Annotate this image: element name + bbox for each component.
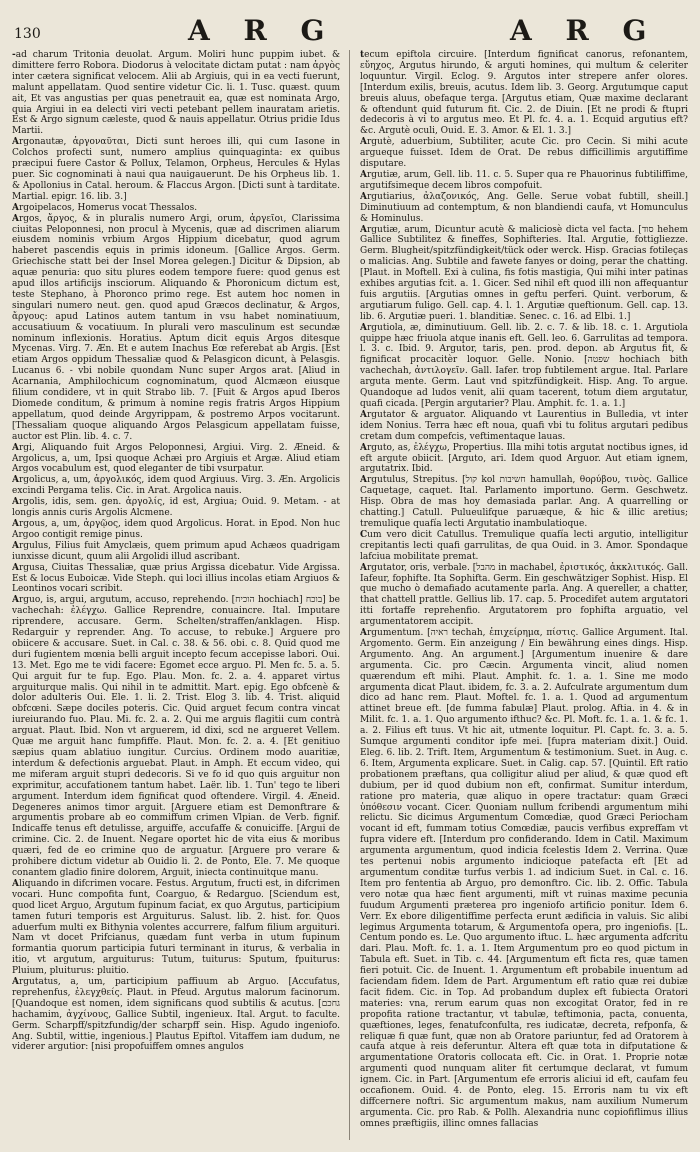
running-head-left: A R G [188,14,337,47]
dictionary-entry: Argutiola, æ, diminutiuum. Gell. lib. 2. c. 7. & lib. 18. c. 1. Argutiola quippe hæc friuola atque inanis eft. Gell. leo. 6. Garrulitas ad tempora. l. 3. c. Ibid. 9. Argutor, taris, pen. prod. depon. ab Argutus fit, & fignificat procacitèr loquor. Gelle. Nonio. [שפטה hochiach bith vachechah, ἀντιλογεῖν. Gall. Iafer. trop fubtilement argue. Ital. Parlare arguta mente. Germ. Laut vnd spitzfündigkeit. Hisp. Ang. To argue. Quandoque ad ludos venit, alii quam tacerent, totum diem argutatur, quafi cicada. [Pergin argutarier? Plau. Amphit. fc. 1. a. 1.] [360,322,688,409]
dictionary-entry: -ad charum Tritonia deuolat. Argum. Moliri hunc puppim iubet. & dimittere ferro Robora. Diodorus à velocitate dictam putat : nam ἀργὸς inter cætera significat velocem. Alii ab Argiuis, qui in ea vecti fuerunt, malunt appellatam. Quod sentire videtur Cic. li. 1. Tusc. quæst. quum ait, Et vas angustias per quas penetrauit ea, quæ est nominata Argo, quia Argiui in ea delecti viri vecti petebant pellem inauratam arietis. Est & Argo signum cæleste, quod & nauis appellatur. Otrius pridie Idus Martii. [12,50,340,137]
dictionary-entry: Argolis, idis, sem. gen. ἀργολίς, id est, Argiua; Ouid. 9. Metam. - at longis annis curis Argolis Alcmene. [12,497,340,519]
dictionary-entry: Cum vero dicit Catullus. Tremulique quafía lecti argutio, intelligitur crepitantis lecti quafi garrulitas, de qua Ouid. in 3. Amor. Spondaque lafciua mobilitate premat. [360,529,688,562]
dictionary-entry: Argutator, oris, verbale. [מהבל in machabel, ἐριστικός, ἀκκλιτικός. Gall. Iafeur, fophifte. Ita Sophifta. Germ. Ein geschwätziger Sophist. Hisp. El que mucho ò demafiado acutamente parla. Ang. A quereller, a chatter, that chattell prattle. Gellius lib. 17. cap. 5. Procedifet autem argutatori itti fortaffe reprehenfio. Argutatorem pro fophifta arguatio, vel argumentatorem accipit. [360,562,688,628]
dictionary-entry: Argutator & arguator. Aliquando vt Laurentius in Bulledia, vt inter idem Nonius. Terra hæc eft noua, quafi vbi tu folitus argutari pedibus cretam dum compefcis, veftimentaque lauas. [360,409,688,442]
dictionary-entry: Argi, Aliquando fuit Argos Peloponnesi, Argiui. Virg. 2. Æneid. & Argolicus, a, um, Ipsi quoque Achæi pro Argiuis et Argæ. Aliud etiam Argos vocabulum est, quod eleganter de tibi vsurpatur. [12,442,340,475]
dictionary-entry: Aliquando in difcrimen vocare. Festus. Argutum, fructi est, in difcrimen vocari. Hunc compofita funt, Coarguo, & Redarguo. [Sciendum est, quod licet Arguo, Argutum fupinum faciat, ex quo Argutus, participium tamen futuri temporis est Arguiturus. Salust. lib. 2. hist. for. Quos aduerfum multi ex Bithynia volentes accurrere, falfum filium arguituri. Nam vt docet Prifcianus, quædam funt verba in utum fupinum formantia quorum participia futuri terminant in iturus, & verbalia in itio, vt argutum, arguiturus: Tutum, tuiturus: Sputum, fpuiturus: Pluium, pluiturus: pluitio. [12,878,340,977]
column-divider [349,50,350,1140]
dictionary-entry: Argutè, aduerbium, Subtiliter, acute Cic. pro Cecin. Si mihi acute argueque fuisset. Idem de Orat. De rebus difficillimis argutiffime disputare. [360,137,688,170]
dictionary-entry: Argutiæ, arum, Dicuntur acutè & maliciosè dicta vel facta. [סוד hehem Gallice Subtilitez & fineffes, Sophifteries. Ital. Argutie, fottigliezze. Germ. Blugheit/spitzfündigkeit/tück oder werck. Hisp. Gracias fotileças o malicias. Ang. Subtile and fawete fanyes or doing, perar the chatting. [Plaut. in Moftell. Exi à culina, fis fotis mastigia, Qui mihi inter patinas exhibes argutias fcit. a. 1. Gicer. Sed nihil eft quod illi non affequantur fuis argutiis. [Argutias omnes in geftu perferi. Quint. verborum, & argutiarum fuligo. Gell. cap. 4. l. 1. Argutiæ queftionum. Gell. cap. 13. lib. 6. Argutiæ pueri. 1. blanditiæ. Senec. c. 16. ad Elbi. 1.] [360,224,688,322]
page-header [0,12,700,48]
dictionary-entry: Argulus, Filius fuit Amyclæis, quem primum apud Achæos quadrigam iunxisse dicunt, quum alii Argolidi illud ascribant. [12,540,340,562]
running-head-right: A R G [510,14,659,47]
dictionary-entry: Argutulus, Strepitus. [קול kol חשיבות hamullah, θορύβου, τινὸς. Gallice Caquetage, caquet. Ital. Parlamento importuno. Germ. Geschwetz. Hisp. Obra de mas hoy demasiada parlar. Ang. A quarrelling or chatting.] Catull. Pulueulifque paruæque, & hic & illic aretius; tremulique quafía lecti Argutatio inambulatioque. [360,475,688,529]
dictionary-entry: Argolicus, a, um, ἀργολικός, idem quod Argiuus. Virg. 3. Æn. Argolicis excindi Pergama telis. Cic. in Arat. Argolica nauis. [12,475,340,497]
right-column [360,50,688,1140]
dictionary-entry: Argonautæ, ἀργοναῦται, Dicti sunt heroes illi, qui cum Iasone in Colchos profecti sunt, numero amplius quinquaginta: ex quibus præcipui fuere Castor & Pollux, Telamon, Orpheus, Hercules & Hylas puer. Sic cognominati à naui qua nauigauerunt. De his Orpheus lib. 1. & Apollonius in Catal. heroum. & Flaccus Argon. [Dicti sunt à tarditate. Martial. epigr. 16. lib. 3.] [12,137,340,202]
dictionary-entry: Arguo, is, argui, argutum, accuso, reprehendo. [הוכיח hochiach] בוכח] be vachechah: ἐλέγχω. Gallice Reprendre, conuaincre. Ital. Imputare riprendere, accusare. Germ. Schelten/straffen/anklagen. Hisp. Redarguir y reprender. Ang. To accuse, to rebuke.] Arguere pro obiicere & accusare. Suet. in Cal. c. 38. & 56. obi. c. 8. Quid quod me duri fugientem mœnia belli arguit incepto fecum accepisse labori. Oui. 13. Met. Ego me te vidi facere: Egomet ecce arguo. Pl. Men fc. 5. a. 5. Qui arguit fur te fup. Ego. Plau. Mon. fc. 2. a. 4. apparet virtus arguiturque malis. Qui nihil in te admittit. Mart. epig. Ego obfcenè & dolor adulteris Oui. Ele. 1. li. 2. Trist. Elog 3. lib. 4. Trist. aliquid obfcœni. Sæpe dociles poteris. Cic. Quid arguet fecum contra vincat iureiurando fuo. Plau. Mi. fc. 2. a. 2. Qui me arguis flagitii cum contrà arguat. Plaut. Ibid. Non vt arguerem, id dixi, scd ne argueret Vellem. Quæ me arguit hanc fumpfiffe. Plaut. Mon. fc. 2. a. 4. [Et genitiuo sæpius quam ablatiuo iungitur. Curcius. Ordinem modo auaritiæ, interdum & defectionis arguebat. Plaut. in Amph. Et eccum video, qui me miferam arguit stupri dedecoris. Si ve fo id quo quis arguitur non exprimitur, accufationem tantum habet. Laër. lib. 1. Tun' tego te liberi argument. Interdum idem fignificat quod oftendere. Virgil. 4. Æneid. Degeneres animos timor arguit. [Arguere etiam est Demonftrare & argumentis probare ab eo commiffum crimen Vlpian. de Verb. fignif. Indicaffe tenus eft detulisse, arguiffe, accufaffe & conuiciffe. [Argui de crimine. Cic. 2. de Inuent. Negare oportet hic de vita eius & moribus quæri, fed de eo crimine quo de arguatur. [Arguere pro verare & prohibere dictum videtur ab Ouidio li. 2. de Ponto, Ele. 7. Me quoque conantem gladio finire dolorem, Arguit, iniecta continuitque manu. [12,595,340,878]
dictionary-entry: tecum epiftola circuire. [Interdum fignificat canorus, refonantem, εὔηχος, Argutus hirundo, & arguti homines, qui multum & celeriter loquuntur. Virgil. Eclog. 9. Argutos inter strepere anfer olores. [Interdum exilis, breuis, acutus. Idem lib. 3. Georg. Argutumque caput breuis aluus, obefaque terga. [Argutus etiam, Quæ maxime declarant & oftendunt quid futurum fit. Cic. 2. de Diuin. [Et ne prodi & ftupri dedecoris à vi to argutus meo. Et Pl. fc. 4. a. 1. Ecquid argutius eft? &c. Argutè oculi, Ouid. E. 3. Amor. & El. 1. 3.] [360,50,688,137]
dictionary-entry: Argous, a, um, ἀργῷος, idem quod Argolicus. Horat. in Epod. Non huc Argoo contigit remige pinus. [12,518,340,540]
dictionary-entry: Argutiarius, ἀλαζονικός, Ang. Gelle. Serue vobat fubtill, sheill.] Diminutiuum ad contemptum, & non blandiendi caufa, vt Homunculus & Hominulus. [360,191,688,224]
dictionary-entry: Argutiæ, arum, Gell. lib. 11. c. 5. Super qua re Phauorinus fubtiliffime, argutifsimeque decem libros compofuit. [360,169,688,191]
dictionary-entry: Argusa, Ciuitas Thessaliæ, quæ prius Argissa dicebatur. Vide Argissa. Est & locus Euboicæ. Vide Steph. qui loci illius incolas etiam Argiuos & Leontinos vocari scribit. [12,562,340,595]
dictionary-entry: Argumentum. [ראיה techah, ἐπιχείρημα, πίστις. Gallice Argument. Ital. Argomento. Germ. Ein anzeigung / Ein bewährung eines dings. Hisp. Argumento. Ang. An argument.] [Argumentum inuenire & dare argumenta. Cic. pro Cæcin. Argumenta vincit, aliud nomen quærendum eft mihi. Plaut. Amphit. fc. 1. a. 1. Sine me modo argumenta dicat Plaut. ibidem, fc. 3. a. 2. Aufculrate argumentum dum dico ad hanc rem. Plaut. Moftel. fc. 1. a. 1. Quod ad argumentum attinet breue eft. [de fumma fabulæ] Plaut. prolog. Aftia. in 4. & in Milit. fc. 1. a. 1. Quo argumento ifthuc? &c. Pl. Moft. fc. 1. a. 1. & fc. 1. a. 2. Filius eft tuus. Vt hic ait, utmente loquitur. Pl. Capt. fc. 3. a. 5. Sumque argumenti conditor ipfe mei. [fupra materiam dixit.] Ouid. Eleg. 6. lib. 2. Trift. Item, Argumentum & testimonium. Suet. in Aug. c. 6. Item, Argumenta explicare. Suet. in Calig. cap. 57. [Quintil. Eft ratio probationem præftans, qua colligitur aliud per aliud, & quæ quod eft dubium, per id quod dubium non eft, confirmat. Sumitur interdum, ratione pro materia, quæ aliquo in opere tractatur: quam Græci ὑπόθεσιν vocant. Cicer. Quoniam nullum fcribendi argumentum mihi relictu. Sic dicimus Argumentum Comœdiæ, quod Græci Periocham vocant id eft, fummam totius Comœdiæ, paucis verfibus expreffam vt fupra videre eft. [Interdum pro confiderando. Idem in Catil. Maximum argumenta argumentum, quod indicia fcelestis Idem 2. Verrina. Quæ tes pertenui nobis argumento indicioque patefacta eft [Et ad argumentum conditæ turfus verbis 1. ad indicium Suet. in Cal. c. 16. Item pro fententia ab Arguo, pro demonftro. Cic. lib. 2. Offic. Tabula vero notæ qua hæc fient argumenti, mift vt ruinas maxime pecunia fuudum Argumenti præterea pro ingeniofo artificio ponitur. Idem 6. Verr. Ex ebore diligentiffime perfecta erunt ædificia in valuis. Sic alibi legimus Argumenta totarum, & Argumentofa opera, pro ingeniofis. [L. Centum pondo es. Le. Quo argumento iftuc. L. hæc argumenta adfcritu dari. Plau. Moft. fc. 1. a. 1. Item Argumentum pro eo quod pictum in Tabula eft. Suet. in Tib. c. 44. [Argumentum eft ficta res, quæ tamen fieri potuit. Cic. de Inuent. 1. Argumentum eft probabile inuentum ad faciendam fidem. Idem de Part. Argumentum eft ratio quæ rei dubiæ facit fidem. Cic. in Top. Ad probandum duplex eft fubiecta Oratori materies: vna, rerum earum quas non excogitat Orator, fed in re propofita ratione tractantur, vt tabulæ, teftimonia, pacta, conuenta, quæftiones, leges, fenatufconfulta, res iudicatæ, decreta, refponfa, & reliquæ fi quæ funt, quæ non ab Oratore pariuntur, fed ad Oratorem à caufa atque à reis deferuntur. Altera eft quæ tota in difputatione & argumentatione Oratoris collocata eft. Cic. in Orat. 1. Proprie notæ argumenti quod nunquam aliter fit certumque declarat, vt fumum ignem. Cic. in Part. [Argumentum efe erroris aliciui id eft, caufam feu occafionem. Ouid. 4. de Ponto, eleg. 15. Erroris nam tu vix eft diffcernere noftri. Sic argumentum makus, nam auxilium Numerum argumenta. Cic. pro Rab. & Pollh. Alexandria nunc copiofiflimus illius omnes præftigiis, illinc omnes fallacias [360,628,688,1129]
dictionary-entry: Argoipelacos, Homerus vocat Thessalos. [12,202,198,213]
dictionary-entry: Argutatus, a, um, participium paffiuum ab Arguo. [Accufatus, reprehenfus, ἐλεγχθείς. Plaut. in Pfeud. Argutus malorum facinorum. [Quandoque est nomen, idem significans quod subtilis & acutus. [גחכם hachamim, ἀγχίνους, Gallice Subtil, ingenieux. Ital. Argut. to faculte. Germ. Scharpff/spitzfundig/der scharpff sein. Hisp. Agudo ingeniofo. Ang. Subtil, wittie, ingenious.] Plautus Epiftol. Vitaffem iam dudum, ne viderer argutior: [nisi propofuiffem omnes angulos [12,977,340,1053]
dictionary-entry: Arguto, as, ἐλέγχω, Propertius. Illa mihi totis argutat noctibus ignes, id eft argute obiicit. [Arguto, ari. Idem quod Arguor. Aut etiam ignem, argutatrix. Ibid. [360,442,688,475]
left-column [12,50,340,1140]
page-number: 130 [14,26,41,42]
dictionary-entry: Argos, ἄργος, & in pluralis numero Argi, orum, ἀργεῖοι, Clarissima ciuitas Peloponnesi, non procul à Mycenis, quæ ad discrimen aliarum eiusdem nominis vrbium Argos Hippium dicebatur, quod agrum haberet pascendis equis in primis idoneum. [Gallice Argos. Germ. Griechische statt bei der Insel Morea gelegen.] Dicitur & Dipsion, ab aquæ penuria: quo situ plures eodem tempore fuere: quod genus est apud illos artificijs insciorum. Aliquando & Phoronicum dictum est, teste Stephano, à Phoronco primo rege. Est autem hoc nomen in singulari numero neut. gen. quod apud Græcos declinatur, & Argos, ἄργους: apud Latinos autem tantum in vsu habet nominatiuum, accusatiuum & vocatiuum. In plurali vero masculinum est secundæ nominum inflexionis. Horatius. Aptum dicit equis Argos ditesque Mycenas. Virg. 7. Æn. Et e autem Inachus Eœ referebat ab Argis. [Est etiam Argos oppidum Thessaliæ quod & Pelasgicon dicunt, à Pelasgis. Lucanus 6. - vbi nobile quondam Nunc super Argos arat. [Aliud in Acarnania, Amphilochicum cognominatum, quod Alcmæon eiusque filium condidere, vt in quit Strabo lib. 7. [Fuit & Argos apud Iberos Diomede conditum, & primum à nomine regis fratris Argos Hippium appellatum, quod deinde Argyrippam, & postremo Arpos vocitarunt. [Thessaliam quoque aliquando Argos Pelasgicum appellatam fuisse, auctor est Plin. lib. 4. c. 7. [12,213,340,442]
